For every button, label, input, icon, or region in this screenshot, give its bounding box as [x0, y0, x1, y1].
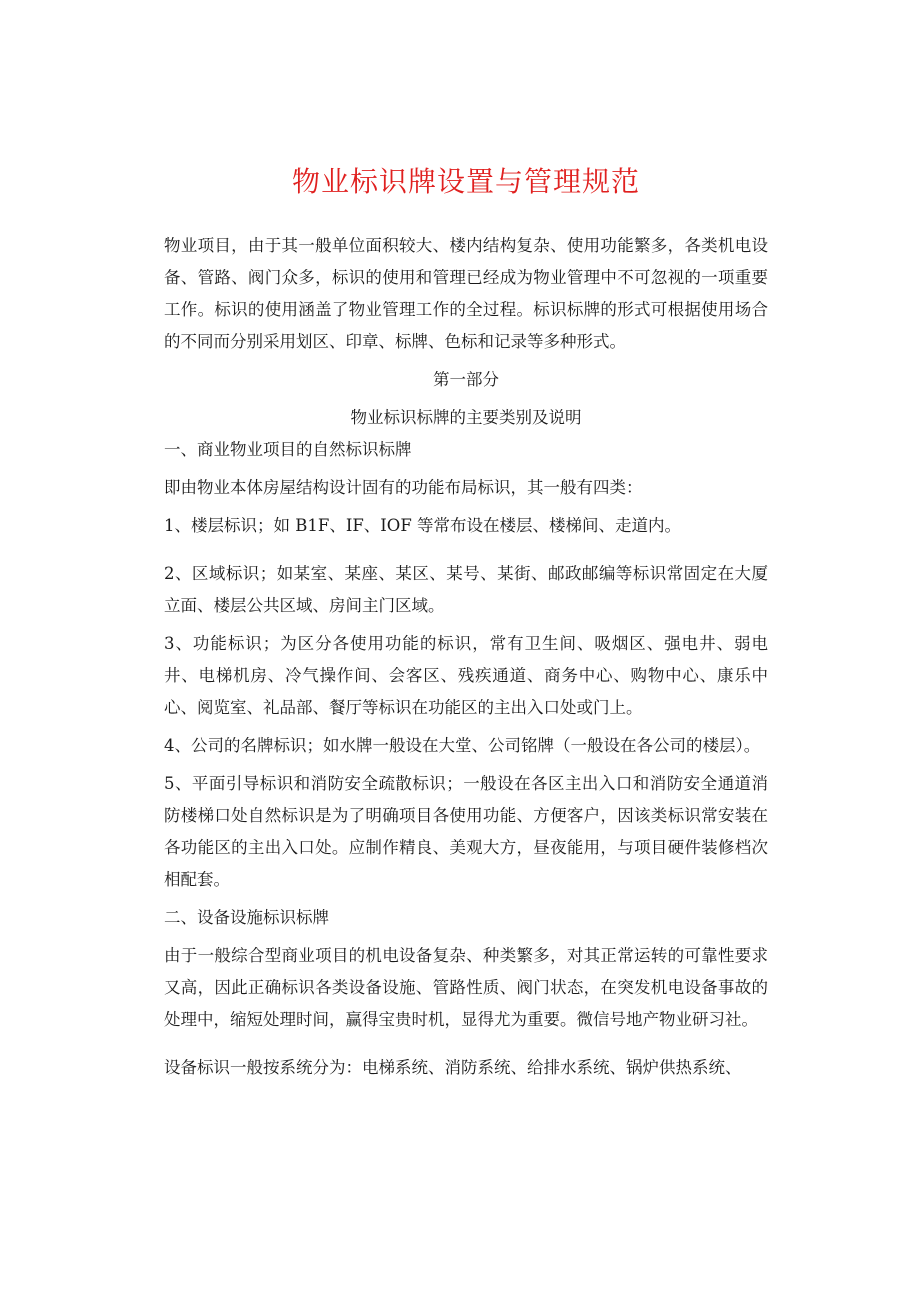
list-item: 5、平面引导标识和消防安全疏散标识；一般设在各区主出入口和消防安全通道消防楼梯口处自然标识是为了明确项目各使用功能、方便客户，因该类标识常安装在各功能区的主出入口处。应制作精良、美观大方，昼夜能用，与项目硬件装修档次相配套。 [164, 774, 768, 889]
part-heading: 第一部分 [433, 370, 499, 389]
section2-paragraph-2: 设备标识一般按系统分为：电梯系统、消防系统、给排水系统、锅炉供热系统、 [164, 1058, 742, 1077]
section2-paragraph: 由于一般综合型商业项目的机电设备复杂、种类繁多，对其正常运转的可靠性要求又高，因此正确标识各类设备设施、管路性质、阀门状态，在突发机电设备事故的处理中，缩短处理时间，赢得宝贵时机，显得尤为重要。微信号地产物业研习社。 [164, 946, 768, 1029]
intro-paragraph: 物业项目，由于其一般单位面积较大、楼内结构复杂、使用功能繁多，各类机电设备、管路、阀门众多，标识的使用和管理已经成为物业管理中不可忽视的一项重要工作。标识的使用涵盖了物业管理工作的全过程。标识标牌的形式可根据使用场合的不同而分别采用划区、印章、标牌、色标和记录等多种形式。 [164, 236, 768, 351]
list-item: 4、公司的名牌标识；如水牌一般设在大堂、公司铭牌（一般设在各公司的楼层）。 [164, 736, 761, 755]
document-title: 物业标识牌设置与管理规范 [291, 165, 640, 198]
list-item: 3、功能标识；为区分各使用功能的标识，常有卫生间、吸烟区、强电井、弱电井、电梯机房、冷气操作间、会客区、残疾通道、商务中心、购物中心、康乐中心、阅览室、礼品部、餐厅等标识在功能区的主出入口处或门上。 [164, 634, 768, 717]
section1-intro: 即由物业本体房屋结构设计固有的功能布局标识，其一般有四类： [164, 478, 643, 497]
document-body [164, 230, 768, 1084]
list-item: 1、楼层标识；如 B1F、IF、IOF 等常布设在楼层、楼梯间、走道内。 [164, 516, 682, 535]
part-subheading: 物业标识标牌的主要类别及说明 [350, 408, 582, 427]
list-item: 2、区域标识；如某室、某座、某区、某号、某街、邮政邮编等标识常固定在大厦立面、楼层公共区域、房间主门区域。 [164, 564, 768, 615]
section1-heading: 一、商业物业项目的自然标识标牌 [164, 440, 412, 459]
section2-heading: 二、设备设施标识标牌 [164, 908, 329, 927]
